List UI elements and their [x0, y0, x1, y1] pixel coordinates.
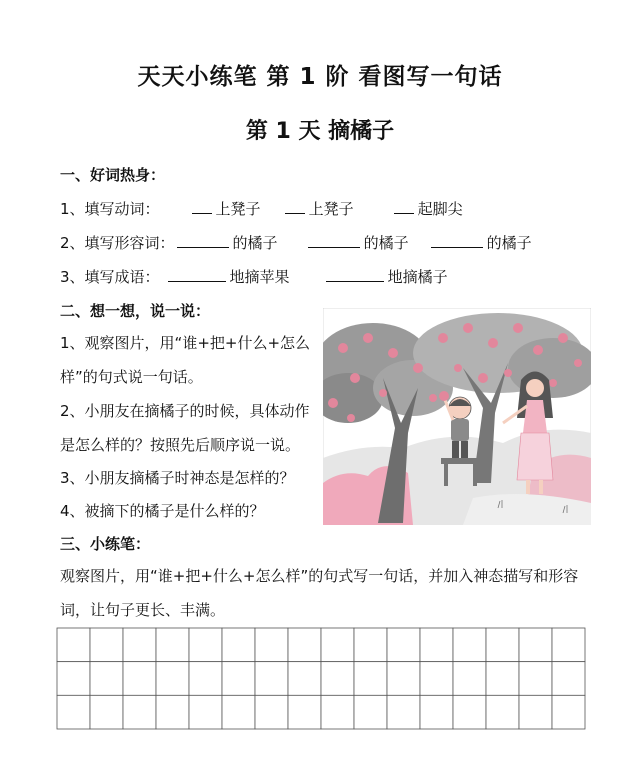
grid-cell[interactable]: [552, 662, 585, 696]
verb-blank[interactable]: [192, 199, 212, 214]
grid-cell[interactable]: [288, 662, 321, 696]
grid-cell[interactable]: [123, 695, 156, 729]
grid-cell[interactable]: [354, 628, 387, 662]
grid-cell[interactable]: [90, 662, 123, 696]
grid-cell[interactable]: [123, 628, 156, 662]
section3-heading: 三、小练笔：: [60, 535, 151, 553]
grid-cell[interactable]: [321, 662, 354, 696]
grid-cell[interactable]: [189, 662, 222, 696]
grid-cell[interactable]: [387, 695, 420, 729]
grid-cell[interactable]: [255, 662, 288, 696]
grid-cell[interactable]: [453, 695, 486, 729]
grid-cell[interactable]: [57, 628, 90, 662]
worksheet-title: 天天小练笔 第 1 阶 看图写一句话: [137, 64, 503, 90]
grid-cell[interactable]: [57, 662, 90, 696]
grid-cell[interactable]: [288, 695, 321, 729]
verb-blank[interactable]: [394, 199, 414, 214]
grid-cell[interactable]: [453, 628, 486, 662]
grid-cell[interactable]: [486, 628, 519, 662]
grid-cell[interactable]: [90, 695, 123, 729]
worksheet-subtitle: 第 1 天 摘橘子: [245, 119, 395, 144]
writing-grid[interactable]: [56, 627, 586, 730]
grid-cell[interactable]: [156, 662, 189, 696]
idiom-label: 3、填写成语：: [60, 268, 160, 286]
question-4: 4、被摘下的橘子是什么样的？: [60, 502, 265, 520]
grid-cell[interactable]: [321, 628, 354, 662]
verb-word: 起脚尖: [417, 200, 463, 218]
grid-cell[interactable]: [552, 695, 585, 729]
section1-heading: 一、好词热身：: [60, 166, 166, 184]
adjective-line: [60, 232, 532, 253]
adjective-word: 的橘子: [486, 234, 532, 252]
grid-cell[interactable]: [552, 628, 585, 662]
grid-cell[interactable]: [519, 662, 552, 696]
grid-cell[interactable]: [354, 662, 387, 696]
section2-heading: 二、想一想，说一说：: [60, 302, 211, 320]
grid-cell[interactable]: [288, 628, 321, 662]
grid-cell[interactable]: [123, 662, 156, 696]
grid-cell[interactable]: [222, 662, 255, 696]
grid-cell[interactable]: [420, 662, 453, 696]
grid-cell[interactable]: [90, 628, 123, 662]
question-3: 3、小朋友摘橘子时神态是怎样的？: [60, 469, 295, 487]
question-1: 1、观察图片，用“谁+把+什么+怎么样”的句式说一句话。: [60, 334, 311, 386]
grid-cell[interactable]: [321, 695, 354, 729]
verb-line: [60, 198, 463, 219]
writing-instruction: 观察图片，用“谁+把+什么+怎么样”的句式写一句话，并加入神态描写和形容词，让句子更长、丰满。: [60, 567, 579, 619]
grid-cell[interactable]: [189, 628, 222, 662]
adjective-blank[interactable]: [177, 233, 229, 248]
grid-cell[interactable]: [255, 628, 288, 662]
verb-word: 上凳子: [215, 200, 261, 218]
adjective-label: 2、填写形容词：: [60, 234, 175, 252]
grid-cell[interactable]: [519, 628, 552, 662]
grid-cell[interactable]: [255, 695, 288, 729]
adjective-blank[interactable]: [308, 233, 360, 248]
verb-word: 上凳子: [308, 200, 354, 218]
grid-cell[interactable]: [57, 695, 90, 729]
idiom-blank[interactable]: [326, 267, 384, 282]
idiom-word: 地摘橘子: [387, 268, 448, 286]
question-2: 2、小朋友在摘橘子的时候，具体动作是怎么样的？按照先后顺序说一说。: [60, 402, 310, 454]
grid-cell[interactable]: [156, 628, 189, 662]
grid-cell[interactable]: [486, 662, 519, 696]
grid-cell[interactable]: [420, 628, 453, 662]
verb-blank[interactable]: [285, 199, 305, 214]
grid-cell[interactable]: [387, 628, 420, 662]
grid-cell[interactable]: [354, 695, 387, 729]
grid-cell[interactable]: [189, 695, 222, 729]
grid-cell[interactable]: [486, 695, 519, 729]
adjective-blank[interactable]: [431, 233, 483, 248]
adjective-word: 的橘子: [363, 234, 409, 252]
grid-cell[interactable]: [156, 695, 189, 729]
grid-cell[interactable]: [519, 695, 552, 729]
grid-cell[interactable]: [420, 695, 453, 729]
idiom-line: [60, 266, 448, 287]
grid-cell[interactable]: [222, 695, 255, 729]
orange-picking-illustration: [323, 308, 591, 525]
grid-cell[interactable]: [453, 662, 486, 696]
idiom-word: 地摘苹果: [229, 268, 290, 286]
verb-label: 1、填写动词：: [60, 200, 160, 218]
grid-cell[interactable]: [222, 628, 255, 662]
grid-cell[interactable]: [387, 662, 420, 696]
adjective-word: 的橘子: [232, 234, 278, 252]
idiom-blank[interactable]: [168, 267, 226, 282]
